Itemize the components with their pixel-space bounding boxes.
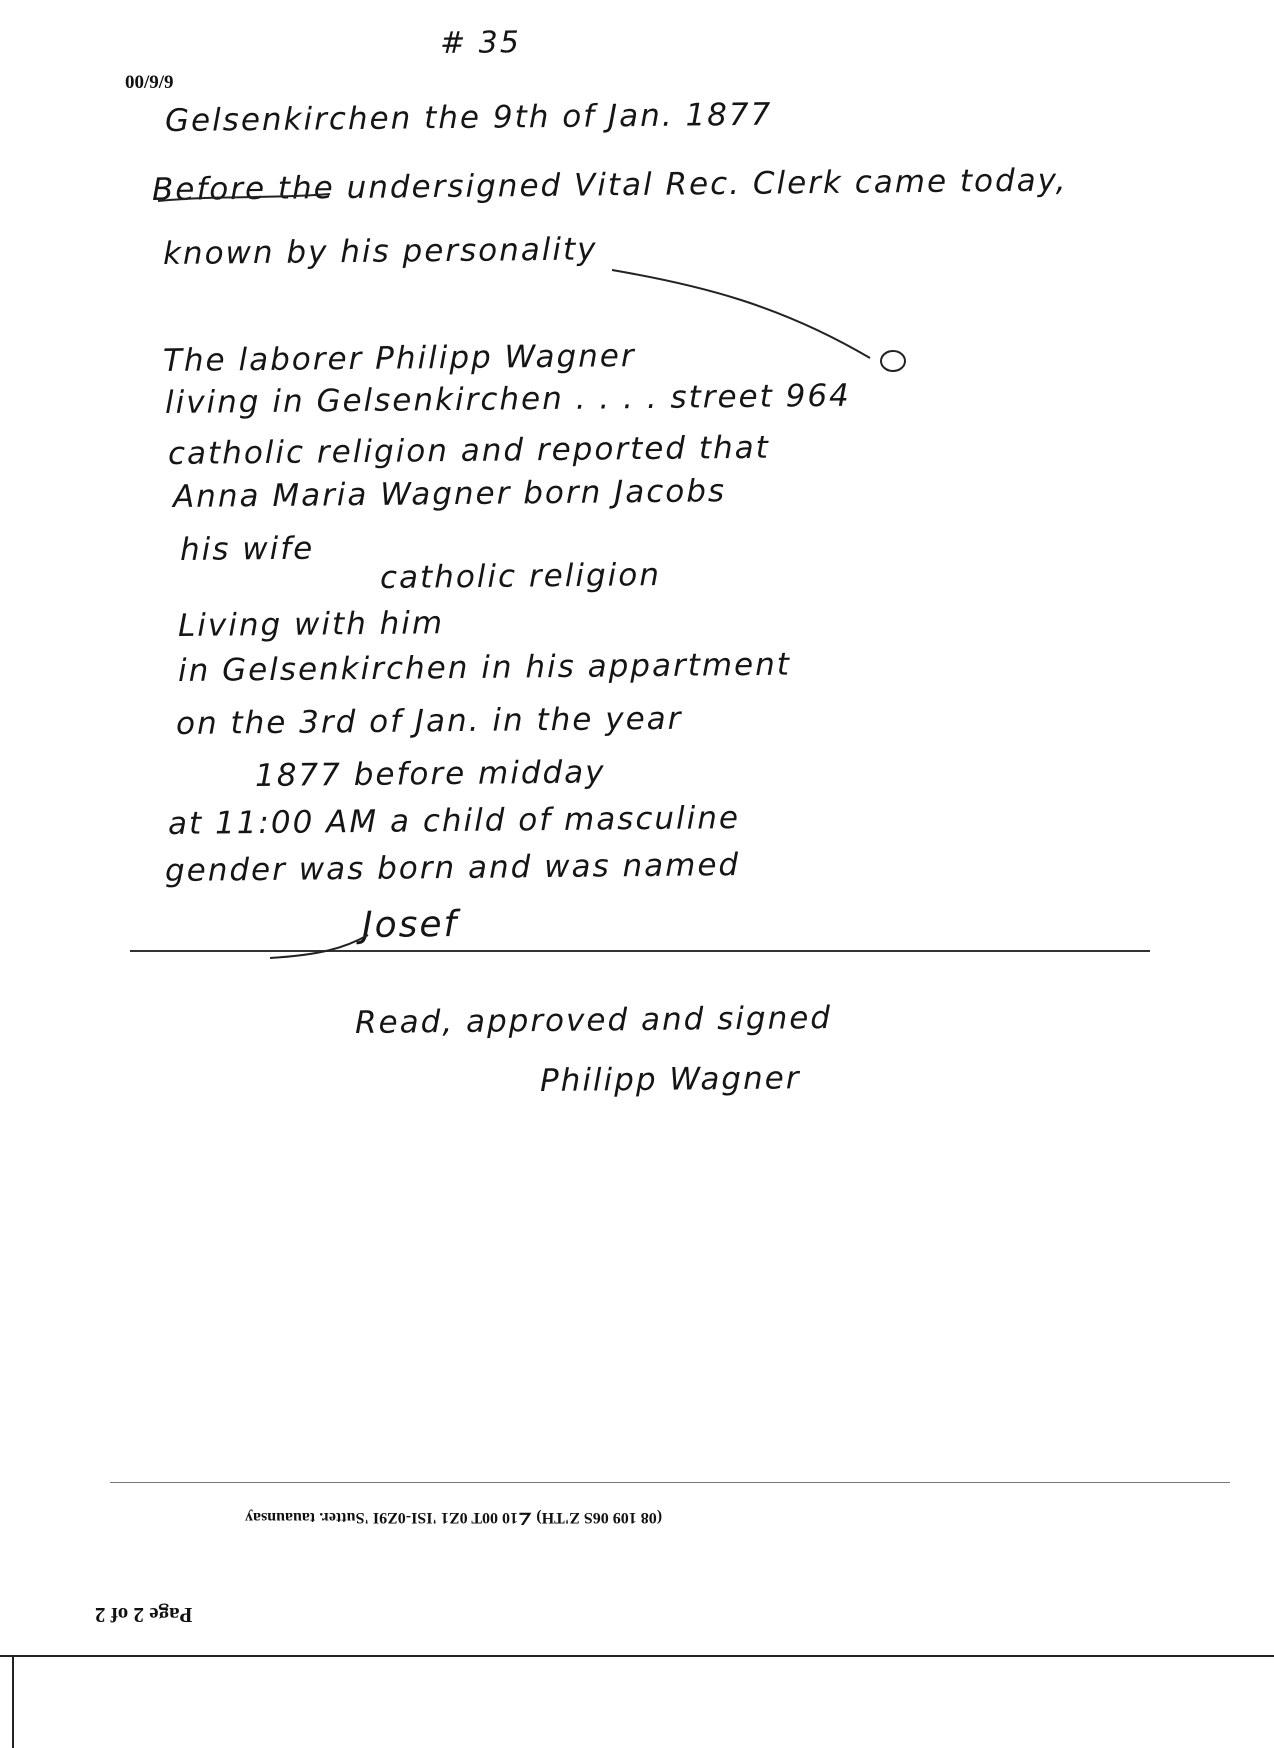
record-line-8: his wife	[179, 530, 315, 568]
circle-mark	[881, 351, 905, 371]
connector-stroke	[612, 270, 870, 358]
record-line-4: The laborer Philipp Wagner	[162, 338, 636, 379]
footer-inverted-text: (08 109 06S Z'TH) ∠10 00T 0Z1 'ISI-0Z9I 'Sutter. tauaunsay	[245, 1509, 663, 1526]
entry-number: # 35	[439, 25, 522, 61]
record-line-13: 1877 before midday	[254, 754, 606, 794]
record-line-11: in Gelsenkirchen in his appartment	[177, 646, 792, 689]
record-line-10: Living with him	[177, 605, 445, 644]
name-underline-stroke	[270, 935, 368, 958]
closing-line: Read, approved and signed	[354, 1000, 833, 1041]
record-line-6: catholic religion and reported that	[167, 429, 770, 472]
scan-edge-left	[12, 1655, 14, 1748]
record-line-7: Anna Maria Wagner born Jacobs	[172, 473, 727, 515]
record-line-15: gender was born and was named	[164, 846, 741, 889]
footer-rule	[110, 1482, 1230, 1483]
record-line-12: on the 3rd of Jan. in the year	[175, 700, 683, 742]
record-line-14: at 11:00 AM a child of masculine	[167, 800, 741, 842]
record-line-1: Gelsenkirchen the 9th of Jan. 1877	[164, 96, 773, 139]
record-line-5: living in Gelsenkirchen . . . . street 964	[164, 377, 851, 421]
record-line-3: known by his personality	[162, 231, 598, 272]
child-name: Josef	[361, 903, 459, 946]
signature: Philipp Wagner	[539, 1060, 801, 1099]
scan-edge-bottom	[0, 1655, 1274, 1657]
record-line-2: Before the undersigned Vital Rec. Clerk came today,	[151, 162, 1068, 208]
record-line-9: catholic religion	[379, 557, 662, 596]
separator-rule	[130, 950, 1150, 952]
page-label: Page 2 of 2	[95, 1603, 193, 1627]
stamp-date: 00/9/9	[125, 72, 174, 93]
